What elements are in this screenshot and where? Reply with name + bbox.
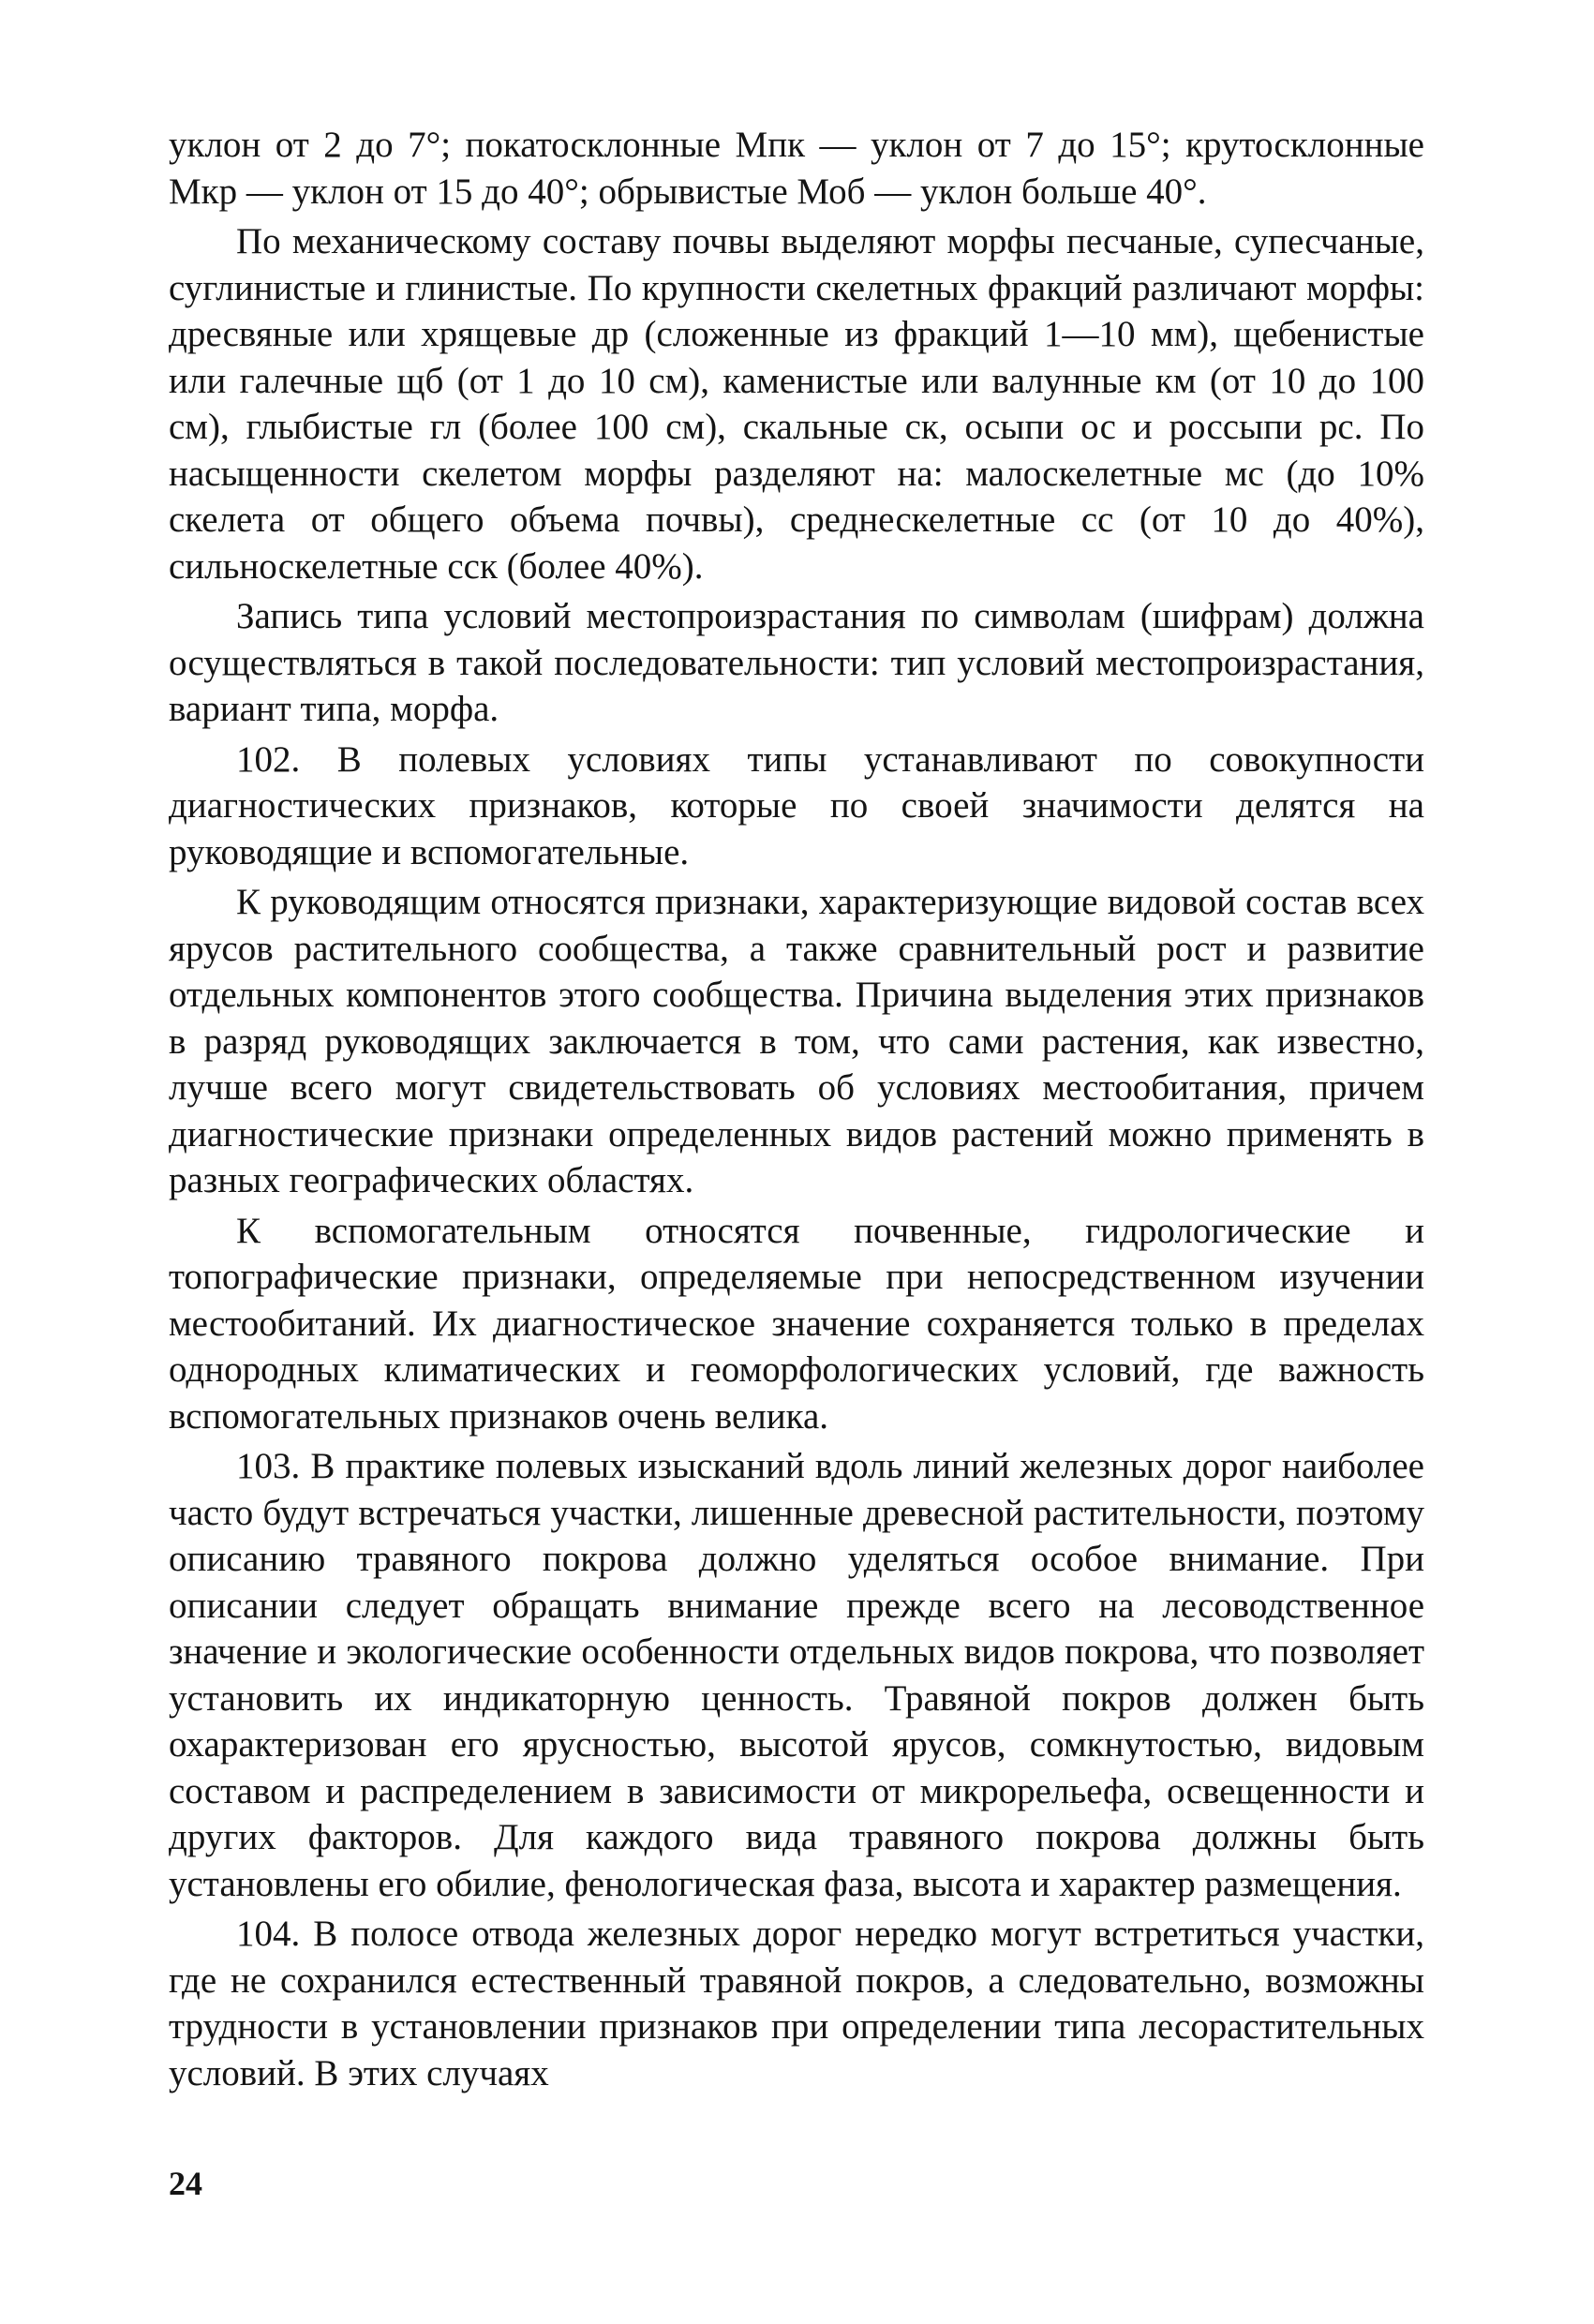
- paragraph-8: 104. В полосе отвода железных дорог нередко могут встретиться участки, где не сохранился естественный травяной покров, а следовательно, возможны трудности в установлении признаков при определении типа лесорастительных условий. В этих случаях: [169, 1914, 1424, 2093]
- paragraph-7: 103. В практике полевых изысканий вдоль линий железных дорог наиболее часто будут встречаться участки, лишенные древесной растительности, поэтому описанию травяного покрова должно уделяться особое внимание. При описании следует обращать внимание прежде всего на лесоводственное значение и экологические особенности отдельных видов покрова, что позволяет установить их индикаторную ценность. Травяной покров должен быть охарактеризован его ярусностью, высотой ярусов, сомкнутостью, видовым составом и распределением в зависимости от микрорельефа, освещенности и других факторов. Для каждого вида травяного покрова должны быть установлены его обилие, фенологическая фаза, высота и характер размещения.: [169, 1446, 1424, 1904]
- document-page: [169, 122, 1424, 2221]
- paragraph-1: уклон от 2 до 7°; покатосклонные Мпк — уклон от 7 до 15°; крутосклонные Мкр — уклон от 15 до 40°; обрывистые Моб — уклон больше 40°.: [169, 125, 1424, 212]
- page-number: 24: [169, 2165, 202, 2202]
- paragraph-6: К вспомогательным относятся почвенные, гидрологические и топографические признаки, определяемые при непосредственном изучении местообитаний. Их диагностическое значение сохраняется только в пределах однородных климатических и геоморфологических условий, где важность вспомогательных признаков очень велика.: [169, 1210, 1424, 1437]
- paragraph-2: По механическому составу почвы выделяют морфы песчаные, супесчаные, суглинистые и глинистые. По крупности скелетных фракций различают морфы: дресвяные или хрящевые др (сложенные из фракций 1—10 мм), щебенистые или галечные щб (от 1 до 10 см), каменистые или валунные км (от 10 до 100 см), глыбистые гл (более 100 см), скальные ск, осыпи ос и россыпи рс. По насыщенности скелетом морфы разделяют на: малоскелетные мс (до 10% скелета от общего объема почвы), среднескелетные сс (от 10 до 40%), сильноскелетные сск (более 40%).: [169, 221, 1424, 587]
- paragraph-5: К руководящим относятся признаки, характеризующие видовой состав всех ярусов растительного сообщества, а также сравнительный рост и развитие отдельных компонентов этого сообщества. Причина выделения этих признаков в разряд руководящих заключается в том, что сами растения, как известно, лучше всего могут свидетельствовать об условиях местообитания, причем диагностические признаки определенных видов растений можно применять в разных географических областях.: [169, 882, 1424, 1200]
- paragraph-4: 102. В полевых условиях типы устанавливают по совокупности диагностических признаков, которые по своей значимости делятся на руководящие и вспомогательные.: [169, 738, 1424, 872]
- paragraph-3: Запись типа условий местопроизрастания по символам (шифрам) должна осуществляться в такой последовательности: тип условий местопроизрастания, вариант типа, морфа.: [169, 596, 1424, 729]
